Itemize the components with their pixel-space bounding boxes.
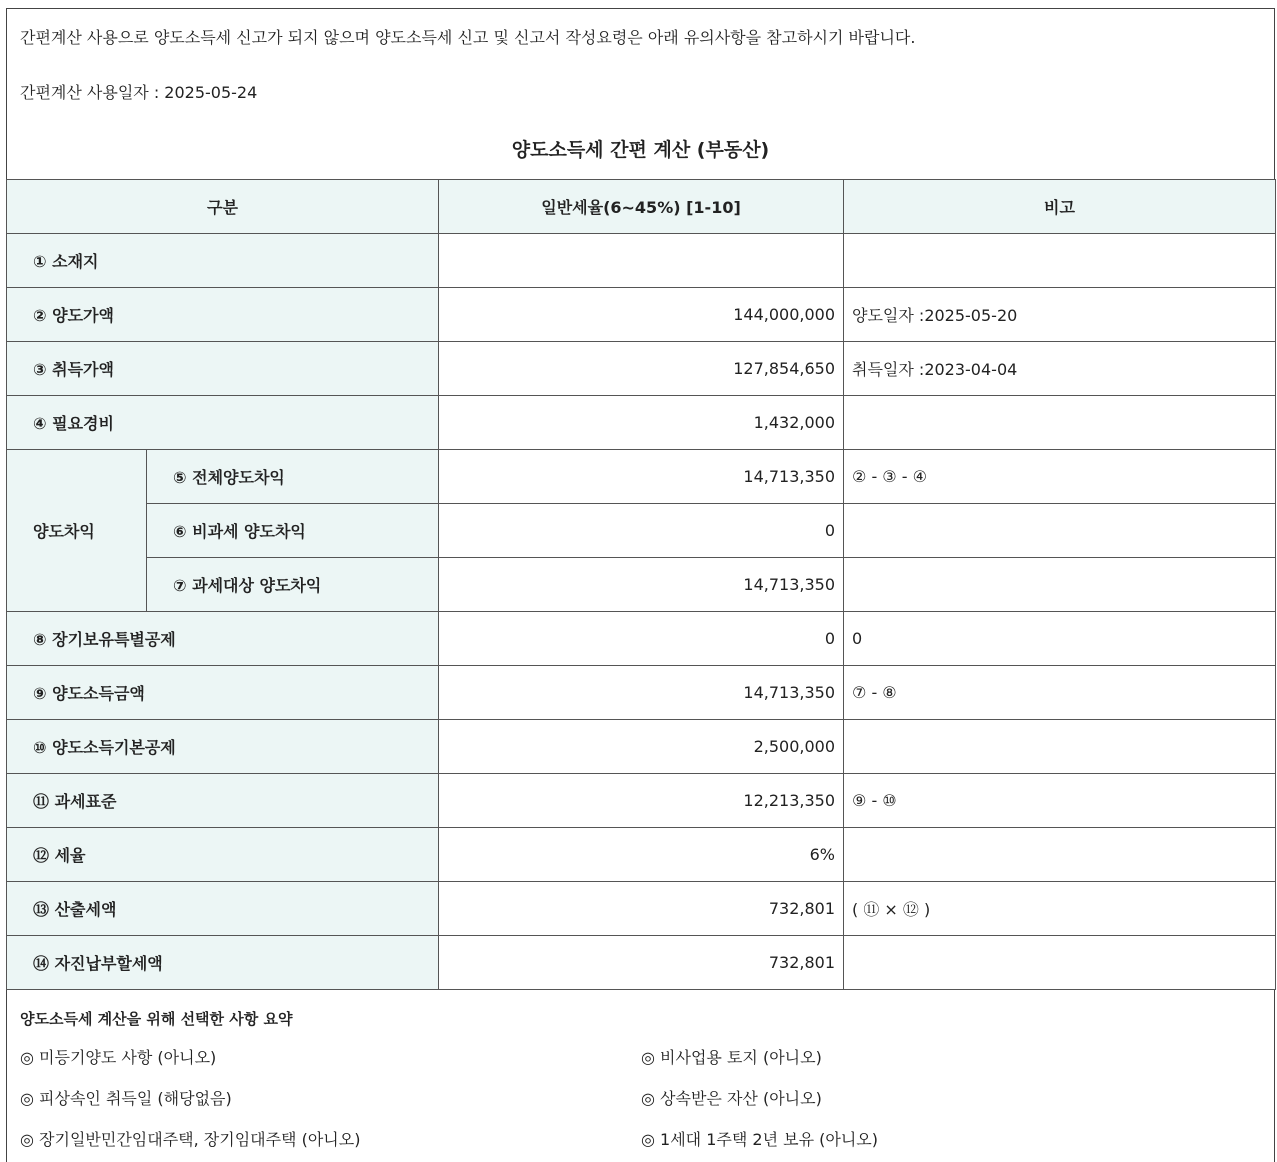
summary-item-one-house: ◎ 1세대 1주택 2년 보유 (아니오) xyxy=(641,1130,878,1149)
row-value: 0 xyxy=(439,612,844,666)
row-note: 취득일자 :2023-04-04 xyxy=(844,342,1276,396)
selection-summary xyxy=(6,990,1275,1162)
row-label-calculated-tax: ⑬ 산출세액 xyxy=(7,882,439,936)
table-row xyxy=(7,504,1276,558)
header-row xyxy=(7,180,1276,234)
table-row xyxy=(7,558,1276,612)
table-row xyxy=(7,720,1276,774)
row-note xyxy=(844,720,1276,774)
row-label-total-gain: ⑤ 전체양도차익 xyxy=(147,450,439,504)
row-value: 732,801 xyxy=(439,882,844,936)
row-value: 14,713,350 xyxy=(439,666,844,720)
table-row xyxy=(7,342,1276,396)
row-note: ⑦ - ⑧ xyxy=(844,666,1276,720)
notice-text: 간편계산 사용으로 양도소득세 신고가 되지 않으며 양도소득세 신고 및 신고서 작성요령은 아래 유의사항을 참고하시기 바랍니다. xyxy=(6,8,1275,65)
row-value: 1,432,000 xyxy=(439,396,844,450)
row-value xyxy=(439,234,844,288)
row-value: 2,500,000 xyxy=(439,720,844,774)
row-note xyxy=(844,936,1276,990)
summary-item-rental-housing: ◎ 장기일반민간임대주택, 장기임대주택 (아니오) xyxy=(20,1130,361,1149)
row-label-payable-tax: ⑭ 자진납부할세액 xyxy=(7,936,439,990)
header-category: 구분 xyxy=(7,180,439,234)
row-note: ( ⑪ × ⑫ ) xyxy=(844,882,1276,936)
table-row xyxy=(7,396,1276,450)
row-label-tax-rate: ⑫ 세율 xyxy=(7,828,439,882)
row-value: 14,713,350 xyxy=(439,558,844,612)
row-note xyxy=(844,234,1276,288)
row-value: 14,713,350 xyxy=(439,450,844,504)
row-note: 양도일자 :2025-05-20 xyxy=(844,288,1276,342)
row-label-nontaxable-gain: ⑥ 비과세 양도차익 xyxy=(147,504,439,558)
row-label-acquisition-price: ③ 취득가액 xyxy=(7,342,439,396)
summary-item-inherited-asset: ◎ 상속받은 자산 (아니오) xyxy=(641,1089,822,1108)
row-label-long-term-deduction: ⑧ 장기보유특별공제 xyxy=(7,612,439,666)
table-row xyxy=(7,666,1276,720)
table-row xyxy=(7,828,1276,882)
row-note xyxy=(844,828,1276,882)
summary-title: 양도소득세 계산을 위해 선택한 사항 요약 xyxy=(20,1010,293,1028)
table-row xyxy=(7,936,1276,990)
row-note xyxy=(844,504,1276,558)
row-value: 127,854,650 xyxy=(439,342,844,396)
row-label-tax-base: ⑪ 과세표준 xyxy=(7,774,439,828)
row-value: 144,000,000 xyxy=(439,288,844,342)
row-label-transfer-price: ② 양도가액 xyxy=(7,288,439,342)
table-row xyxy=(7,450,1276,504)
row-label-income-amount: ⑨ 양도소득금액 xyxy=(7,666,439,720)
row-note: 0 xyxy=(844,612,1276,666)
summary-item-decedent-acquisition: ◎ 피상속인 취득일 (해당없음) xyxy=(20,1089,232,1108)
table-row xyxy=(7,882,1276,936)
row-label-taxable-gain: ⑦ 과세대상 양도차익 xyxy=(147,558,439,612)
table-row xyxy=(7,612,1276,666)
table-row xyxy=(7,774,1276,828)
group-label-capital-gain: 양도차익 xyxy=(7,450,147,612)
row-note: ② - ③ - ④ xyxy=(844,450,1276,504)
calc-table xyxy=(6,179,1276,990)
row-label-expenses: ④ 필요경비 xyxy=(7,396,439,450)
use-date: 간편계산 사용일자 : 2025-05-24 xyxy=(6,64,1275,119)
summary-item-unregistered: ◎ 미등기양도 사항 (아니오) xyxy=(20,1048,217,1067)
summary-item-nonbusiness-land: ◎ 비사업용 토지 (아니오) xyxy=(641,1048,822,1067)
row-label-basic-deduction: ⑩ 양도소득기본공제 xyxy=(7,720,439,774)
table-row xyxy=(7,234,1276,288)
row-note: ⑨ - ⑩ xyxy=(844,774,1276,828)
row-value: 0 xyxy=(439,504,844,558)
row-value: 732,801 xyxy=(439,936,844,990)
row-note xyxy=(844,558,1276,612)
header-remark: 비고 xyxy=(844,180,1276,234)
header-rate: 일반세율(6~45%) [1-10] xyxy=(439,180,844,234)
table-row xyxy=(7,288,1276,342)
row-value: 6% xyxy=(439,828,844,882)
row-value: 12,213,350 xyxy=(439,774,844,828)
row-note xyxy=(844,396,1276,450)
calc-title: 양도소득세 간편 계산 (부동산) xyxy=(6,118,1275,180)
row-label-location: ① 소재지 xyxy=(7,234,439,288)
